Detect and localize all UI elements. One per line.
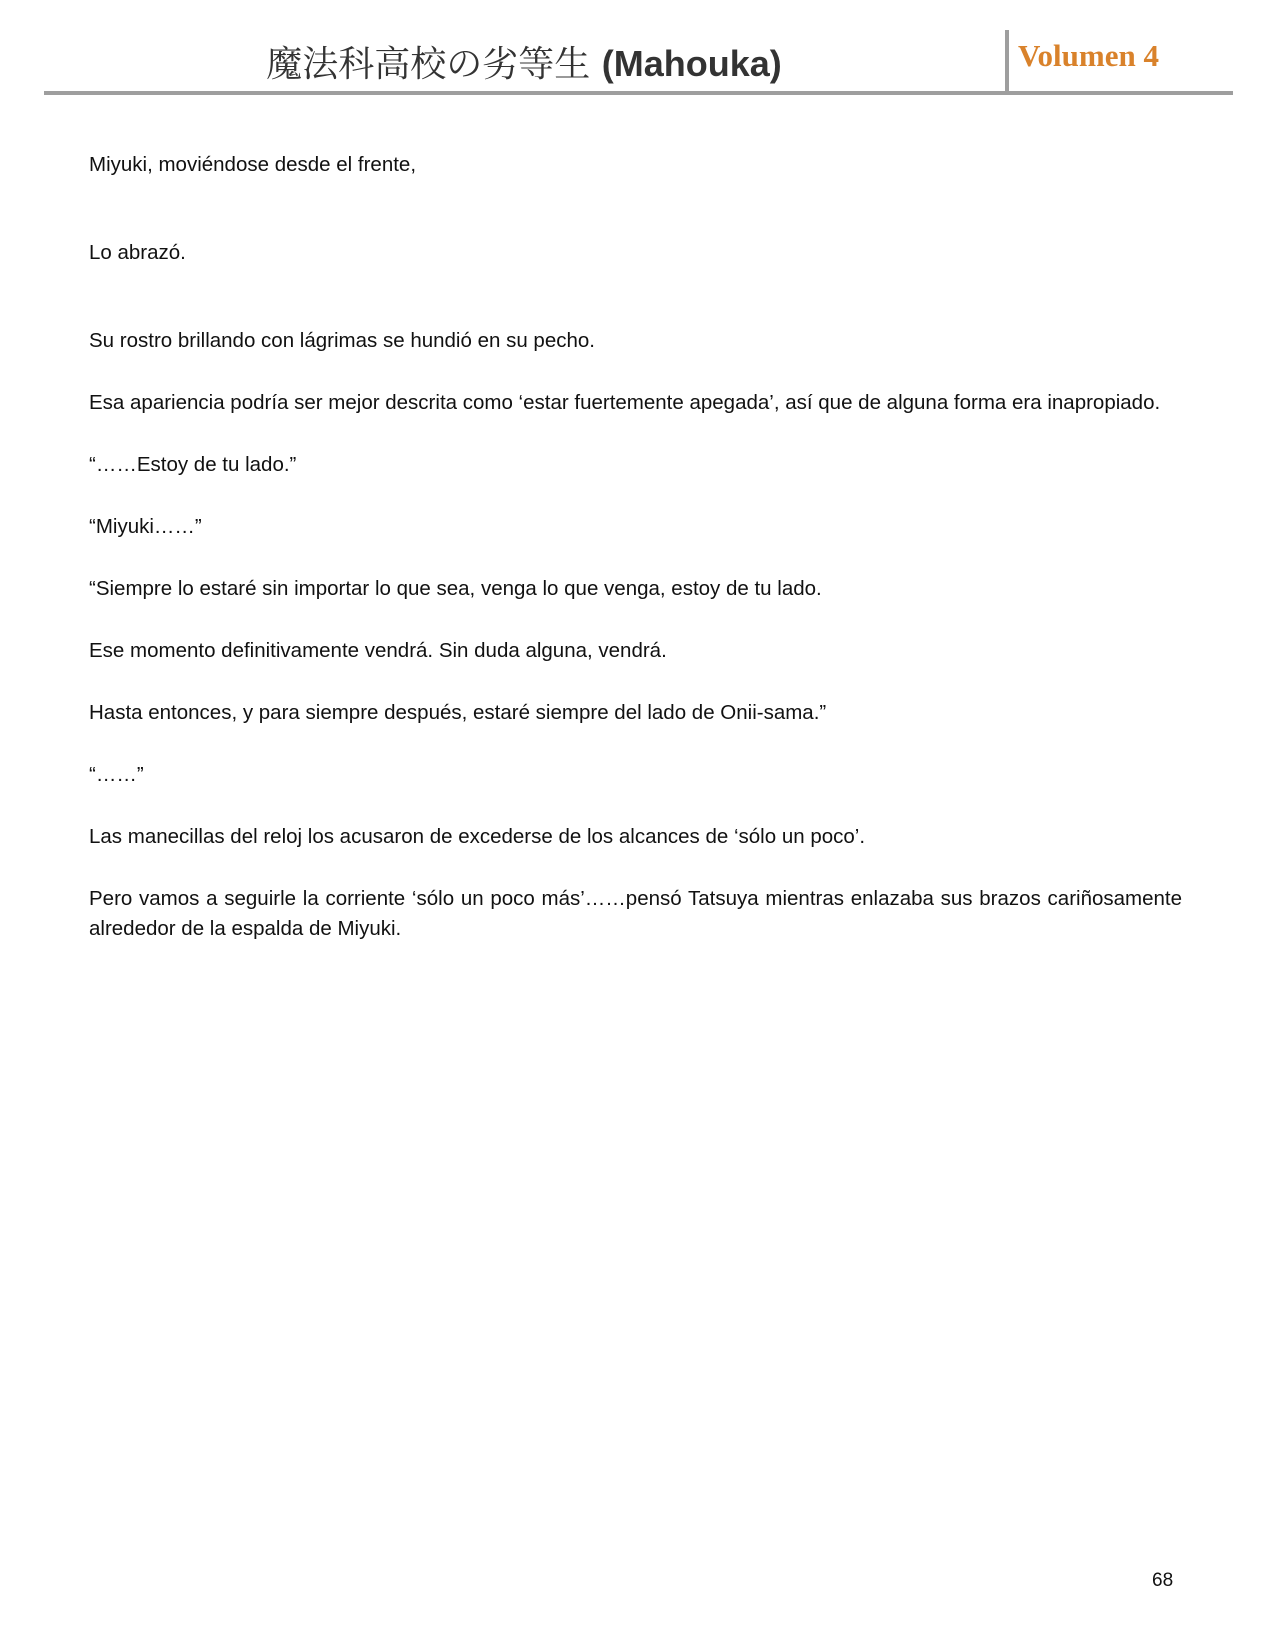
volume-label: Volumen 4: [1018, 38, 1159, 73]
page-body: [89, 150, 1182, 944]
paragraph: Esa apariencia podría ser mejor descrita como ‘estar fuertemente apegada’, así que de alguna forma era inapropiado.: [89, 391, 1161, 414]
paragraph: Las manecillas del reloj los acusaron de excederse de los alcances de ‘sólo un poco’.: [89, 825, 866, 848]
paragraph: “Miyuki……”: [89, 515, 202, 538]
header-rule: [44, 91, 1233, 95]
book-title: [44, 36, 1004, 87]
page-number: 68: [1152, 1570, 1174, 1591]
book-title-japanese: 魔法科高校の劣等生: [266, 44, 591, 85]
paragraph: Ese momento definitivamente vendrá. Sin duda alguna, vendrá.: [89, 639, 667, 662]
paragraph: Lo abrazó.: [89, 241, 186, 264]
header-vertical-divider: [1005, 30, 1009, 93]
paragraph: Su rostro brillando con lágrimas se hundió en su pecho.: [89, 329, 595, 352]
paragraph: “……”: [89, 763, 144, 786]
paragraph: Hasta entonces, y para siempre después, estaré siempre del lado de Onii-sama.”: [89, 701, 827, 724]
paragraph: Miyuki, moviéndose desde el frente,: [89, 153, 417, 176]
book-title-romaji: (Mahouka): [601, 43, 782, 84]
page-header: [0, 0, 1275, 96]
paragraph: “Siempre lo estaré sin importar lo que sea, venga lo que venga, estoy de tu lado.: [89, 577, 822, 600]
paragraph: Pero vamos a seguirle la corriente ‘sólo un poco más’……pensó Tatsuya mientras enlazaba sus brazos cariñosamente alrededor de la espalda de Miyuki.: [89, 887, 1182, 940]
paragraph: “……Estoy de tu lado.”: [89, 453, 297, 476]
